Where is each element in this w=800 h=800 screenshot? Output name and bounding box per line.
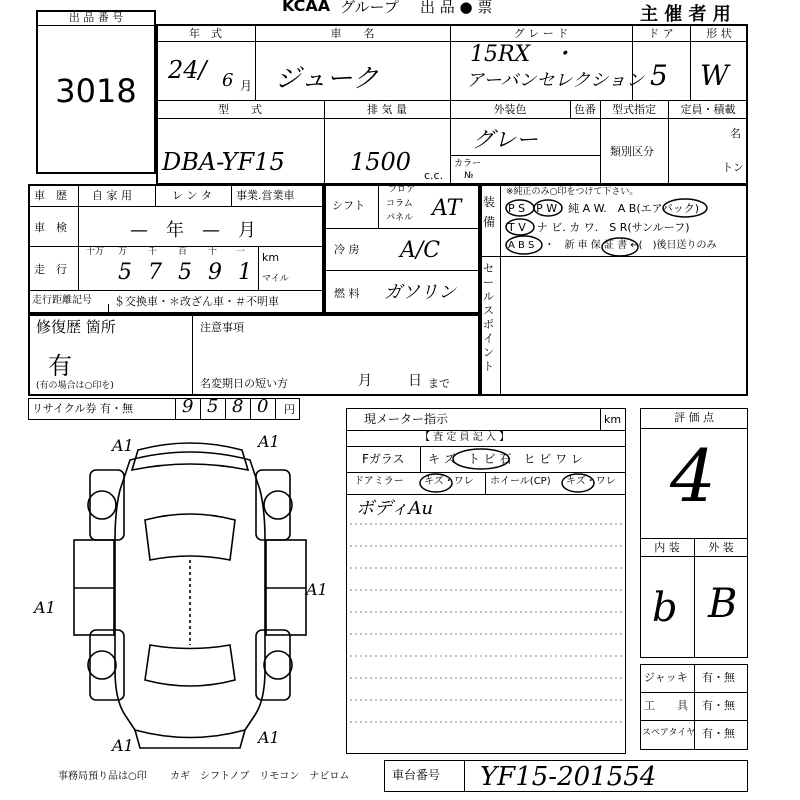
- chassis-label: 車台番号: [392, 768, 441, 782]
- equipment-row-2: T V ナ ビ. カ ワ. S R(サンルーフ): [508, 221, 690, 234]
- displacement-header: 排 気 量: [367, 103, 407, 116]
- mirror-options: キズ・ワレ: [424, 476, 474, 487]
- ac-label: 冷 房: [334, 243, 360, 256]
- mileage-label: 走 行: [34, 263, 67, 276]
- grade-value-line1: 15RX ・: [470, 42, 575, 67]
- office-items-label: 事務局預り品は○印: [58, 771, 147, 782]
- color-no-label: №: [464, 171, 474, 181]
- doors-value: 5: [650, 59, 668, 92]
- equipment-label: 装備: [483, 195, 496, 229]
- digit-label-2: 千: [148, 247, 158, 257]
- interior-value: b: [652, 585, 678, 631]
- recycle-label: リサイクル券 有・無: [32, 402, 133, 415]
- history-label: 車 歴: [34, 189, 67, 202]
- interior-header: 内 装: [654, 541, 680, 554]
- recycle-digit-2: 8: [232, 396, 244, 417]
- jack-label: ジャッキ: [644, 671, 688, 684]
- digit-label-3: 百: [178, 247, 188, 257]
- digit-label-1: 万: [118, 247, 128, 257]
- recycle-digit-3: 0: [257, 396, 269, 417]
- digit-label-4: 十: [208, 247, 218, 257]
- shift-value: AT: [432, 196, 462, 221]
- car-damage-diagram: [60, 430, 320, 760]
- digit-label-0: 十万: [86, 247, 105, 257]
- exterior-value: B: [708, 581, 738, 627]
- recycle-digit-0: 9: [182, 396, 194, 417]
- floor-label: フロア: [388, 185, 416, 195]
- color-value: グレー: [472, 128, 539, 153]
- damage-mark-front-right: A1: [258, 432, 280, 451]
- mileage-digit-1: 7: [148, 260, 162, 285]
- wheel-options: キズ・ワレ: [566, 476, 616, 487]
- deadline-until: まで: [428, 377, 450, 390]
- spare-label: スペアタイヤ: [642, 728, 696, 738]
- equipment-row-1: P S P W 純 A W. A B(エアバック): [508, 202, 700, 215]
- meter-km-label: km: [604, 413, 622, 426]
- inspector-label: 【 査 定 員 記 入 】: [420, 432, 510, 443]
- repair-note: (有の場合は○印を): [36, 381, 114, 391]
- lot-number: 3018: [55, 72, 137, 110]
- damage-mark-front-left: A1: [112, 436, 134, 455]
- equipment-row-3: A B S ・ 新 車 保 証 書 ←( )後日送りのみ: [508, 240, 717, 251]
- year-model-header: 年 式: [189, 27, 222, 40]
- yen-label: 円: [284, 403, 295, 416]
- door-mirror-label: ドアミラー: [354, 476, 404, 487]
- ac-value: A/C: [400, 238, 441, 263]
- equipment-note: ※純正のみ○印をつけて下さい。: [506, 187, 639, 197]
- header-org: KCAA: [282, 0, 331, 15]
- model-code-value: DBA-YF15: [162, 148, 285, 176]
- car-name-value: ジューク: [275, 64, 379, 94]
- remarks-lines: [346, 494, 626, 754]
- inspection-label: 車 検: [34, 221, 67, 234]
- lot-label: 出 品 番 号: [68, 11, 124, 24]
- deadline-month: 月: [358, 373, 372, 389]
- damage-mark-right-side: A1: [306, 580, 328, 599]
- tools-options: 有・無: [702, 699, 735, 712]
- damage-mark-left-side: A1: [34, 598, 56, 617]
- doors-header: ド ア: [648, 27, 674, 40]
- shift-label: シフト: [332, 199, 365, 212]
- car-name-header: 車 名: [330, 27, 375, 40]
- fglass-label: Fガラス: [362, 452, 405, 466]
- wheel-label: ホイール(CP): [490, 476, 551, 487]
- meter-label: 現メーター指示: [364, 412, 449, 426]
- year-value: 24/: [168, 56, 207, 84]
- digit-label-5: 一: [236, 247, 246, 257]
- spare-options: 有・無: [702, 727, 735, 740]
- category-label: 類別区分: [610, 145, 654, 158]
- inspector-circles: [346, 446, 626, 494]
- color-label: カラー: [454, 159, 482, 169]
- tons-label: トン: [722, 161, 744, 174]
- fglass-options: キ ズ ト ビ 石 ヒ ビ ワ レ: [428, 452, 583, 466]
- mileage-digit-2: 5: [178, 260, 192, 285]
- mileage-digit-4: 1: [238, 260, 252, 285]
- odometer-note: 走行距離記号: [32, 295, 92, 306]
- recycle-digit-1: 5: [207, 396, 219, 417]
- mile-label: マイル: [262, 274, 289, 284]
- header-sheet: 出 品 ● 票: [420, 0, 493, 16]
- score-header: 評 価 点: [674, 411, 714, 424]
- fuel-value: ガソリン: [384, 282, 456, 303]
- shape-value: W: [700, 59, 729, 92]
- shape-header: 形 状: [706, 27, 732, 40]
- header-group: グループ: [340, 0, 399, 16]
- business-label: 事業.営業車: [236, 189, 295, 202]
- keys-label: カギ シフトノブ リモコン ナビロム: [170, 771, 350, 782]
- model-header: 型 式: [218, 103, 262, 116]
- repair-label: 修復歴 箇所: [36, 318, 116, 336]
- damage-mark-rear-left: A1: [112, 736, 134, 755]
- deadline-day: 日: [408, 373, 422, 389]
- model-spec-header: 型式指定: [612, 103, 656, 116]
- tools-label: 工 具: [644, 699, 688, 712]
- notes-label: 注意事項: [200, 321, 244, 334]
- cc-label: c.c.: [424, 169, 444, 182]
- grade-header: グ レ ー ド: [513, 27, 569, 40]
- private-label: 自 家 用: [92, 189, 132, 202]
- month-unit: 月: [240, 79, 253, 93]
- deadline-label: 名変期日の短い方: [200, 377, 288, 390]
- persons-label: 名: [730, 127, 741, 140]
- panel-label: パネル: [386, 213, 414, 223]
- color-no-header: 色番: [574, 103, 596, 116]
- sales-point-label: セールスポイント: [483, 262, 494, 373]
- column-label: コラム: [386, 199, 413, 209]
- rental-label: レ ン タ: [172, 189, 212, 202]
- inspection-value: — 年 — 月: [130, 220, 256, 241]
- month-value: 6: [222, 70, 234, 91]
- grade-value-line2: アーバンセレクション: [466, 70, 644, 91]
- capacity-header: 定員・積載: [680, 103, 736, 116]
- mileage-digit-3: 9: [208, 260, 222, 285]
- km-label: km: [262, 251, 280, 264]
- header-organizer: 主 催 者 用: [640, 4, 731, 25]
- exterior-header: 外 装: [708, 541, 734, 554]
- exterior-color-header: 外装色: [493, 103, 527, 116]
- damage-mark-rear-right: A1: [258, 728, 280, 747]
- score-value: 4: [670, 434, 716, 518]
- odometer-symbols: ＄交換車・＊改ざん車・＃不明車: [114, 295, 279, 308]
- repair-value: 有: [48, 352, 72, 380]
- mileage-digit-0: 5: [118, 260, 132, 285]
- fuel-label: 燃 料: [334, 287, 360, 300]
- displacement-value: 1500: [350, 148, 412, 176]
- chassis-value: YF15-201554: [480, 762, 657, 792]
- remarks-value: ボディAu: [356, 498, 434, 519]
- jack-options: 有・無: [702, 671, 735, 684]
- equipment-circles: [480, 184, 748, 256]
